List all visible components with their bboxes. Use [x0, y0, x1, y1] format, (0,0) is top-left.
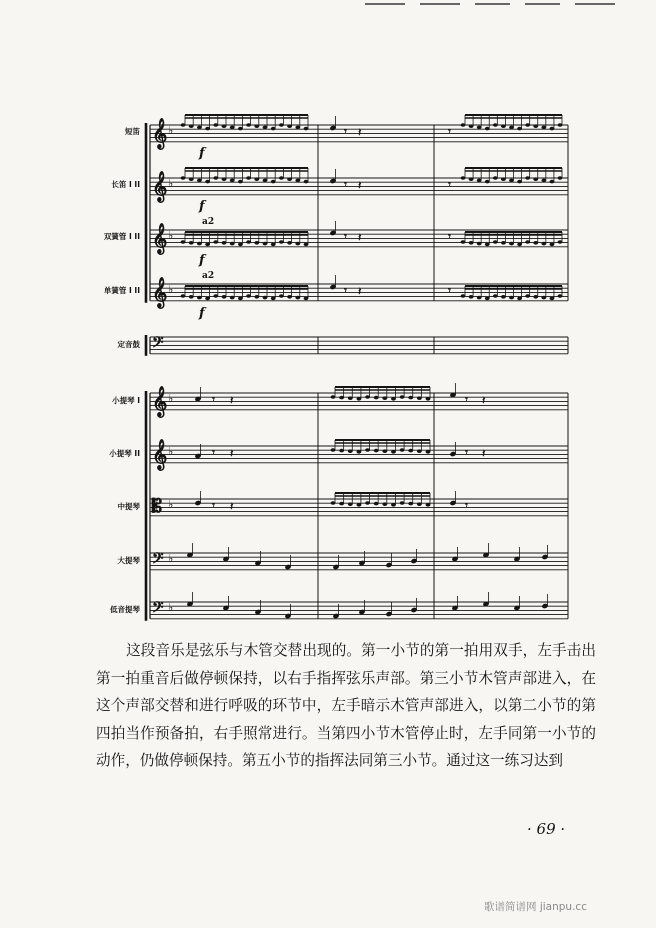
eighth-rest: 𝄾	[212, 446, 215, 459]
notehead	[222, 124, 227, 128]
notehead	[408, 502, 413, 506]
notehead	[400, 448, 405, 452]
notehead	[348, 396, 353, 400]
notehead	[197, 242, 202, 246]
notehead	[541, 296, 546, 300]
divisi-marker: I II	[126, 180, 140, 189]
notehead	[339, 502, 344, 506]
notehead	[550, 127, 555, 131]
eighth-rest: 𝄾	[344, 178, 347, 191]
notehead	[558, 240, 563, 244]
notehead	[230, 242, 235, 246]
notehead	[181, 240, 186, 244]
notehead	[558, 294, 563, 298]
notehead	[213, 294, 218, 298]
dynamic-marking: f	[199, 253, 205, 268]
notehead	[230, 126, 235, 130]
notehead	[295, 242, 300, 246]
notehead	[254, 177, 259, 181]
notehead	[181, 176, 186, 180]
notehead	[501, 241, 506, 245]
notehead	[238, 180, 243, 184]
notehead	[417, 449, 422, 453]
notehead	[246, 176, 251, 180]
notehead	[357, 450, 362, 454]
notehead	[222, 295, 227, 299]
instrument-label	[96, 449, 140, 459]
notehead	[417, 396, 422, 400]
key-signature-flat: ♭	[168, 177, 174, 190]
instrument-label	[96, 232, 140, 242]
notehead	[469, 241, 474, 245]
quarter-rest: 𝄽	[230, 394, 234, 407]
notehead	[197, 126, 202, 130]
notehead	[525, 240, 530, 244]
notehead	[517, 297, 522, 301]
notehead	[493, 294, 498, 298]
clef-symbol: 𝄞	[152, 278, 168, 308]
notehead	[189, 124, 194, 128]
divisi-marker: II	[131, 449, 140, 458]
instrument-name: 中提琴	[117, 502, 140, 511]
notehead	[181, 123, 186, 127]
instrument-label	[96, 127, 140, 137]
notehead	[254, 124, 259, 128]
notehead	[517, 243, 522, 247]
notehead	[339, 396, 344, 400]
key-signature-flat: ♭	[168, 601, 174, 614]
notehead	[541, 179, 546, 183]
notehead	[238, 243, 243, 247]
instrument-name: 双簧管	[103, 232, 127, 241]
notehead	[287, 241, 292, 245]
divisi-marker: I II	[126, 232, 140, 241]
notehead	[391, 397, 396, 401]
notehead	[541, 126, 546, 130]
notehead	[279, 240, 284, 244]
notehead	[331, 395, 336, 399]
a2-marking: a2	[202, 217, 215, 227]
dynamic-marking: f	[199, 146, 205, 161]
eighth-rest: 𝄾	[465, 499, 468, 512]
notehead	[400, 395, 405, 399]
notehead	[254, 295, 259, 299]
notehead	[254, 241, 259, 245]
clef-symbol: 𝄞	[152, 440, 168, 470]
notehead	[382, 449, 387, 453]
notehead	[189, 295, 194, 299]
notehead	[485, 297, 490, 301]
notehead	[509, 242, 514, 246]
site-watermark: 歌谱简谱网 jianpu.cc	[484, 901, 587, 913]
eighth-rest: 𝄾	[465, 446, 468, 459]
notehead	[357, 397, 362, 401]
notehead	[331, 501, 336, 505]
key-signature-flat: ♭	[168, 498, 174, 511]
instrument-label	[96, 556, 140, 566]
clef-symbol: 𝄞	[152, 387, 168, 417]
notehead	[417, 502, 422, 506]
notehead	[509, 179, 514, 183]
notehead	[331, 448, 336, 452]
notehead	[205, 127, 210, 131]
notehead	[382, 396, 387, 400]
notehead	[304, 127, 309, 131]
notehead	[493, 123, 498, 127]
notehead	[426, 397, 431, 401]
clef-symbol: 𝄡	[152, 496, 163, 517]
notehead	[189, 177, 194, 181]
notehead	[374, 396, 379, 400]
instrument-name: 小提琴	[109, 449, 132, 458]
notehead	[374, 449, 379, 453]
eighth-rest: 𝄾	[448, 178, 451, 191]
notehead	[222, 177, 227, 181]
notehead	[469, 295, 474, 299]
eighth-rest: 𝄾	[344, 230, 347, 243]
notehead	[295, 126, 300, 130]
notehead	[426, 450, 431, 454]
notehead	[493, 240, 498, 244]
notehead	[263, 242, 268, 246]
notehead	[271, 243, 276, 247]
notehead	[533, 177, 538, 181]
notehead	[263, 296, 268, 300]
key-signature-flat: ♭	[168, 283, 174, 296]
notehead	[304, 243, 309, 247]
notehead	[205, 243, 210, 247]
notehead	[357, 503, 362, 507]
instrument-label	[96, 340, 140, 350]
notehead	[469, 177, 474, 181]
notehead	[348, 449, 353, 453]
notehead	[550, 297, 555, 301]
notehead	[365, 501, 370, 505]
notehead	[477, 126, 482, 130]
notehead	[365, 448, 370, 452]
notehead	[391, 503, 396, 507]
notehead	[408, 396, 413, 400]
notehead	[461, 294, 466, 298]
notehead	[197, 296, 202, 300]
notehead	[525, 294, 530, 298]
quarter-rest: 𝄽	[482, 447, 486, 460]
clef-symbol: 𝄢	[152, 599, 164, 620]
notehead	[501, 124, 506, 128]
notehead	[533, 124, 538, 128]
page-number: · 69 ·	[527, 820, 566, 838]
clef-symbol: 𝄞	[152, 224, 168, 254]
notehead	[509, 296, 514, 300]
notehead	[509, 126, 514, 130]
clef-symbol: 𝄞	[152, 119, 168, 149]
quarter-rest: 𝄽	[358, 285, 362, 298]
notehead	[230, 296, 235, 300]
instrument-name: 单簧管	[103, 286, 127, 295]
notehead	[391, 450, 396, 454]
notehead	[461, 176, 466, 180]
notehead	[246, 240, 251, 244]
notehead	[287, 177, 292, 181]
paragraph-text: 这段音乐是弦乐与木管交替出现的。第一小节的第一拍用双手，左手击出第一拍重音后做停顿保持，以右手指挥弦乐声部。第三小节木管声部进入，在这个声部交替和进行呼吸的环节中，左手暗示木管声部进入，以第二小节的第四拍当作预备拍，右手照常进行。当第四小节木管停止时，左手同第一小节的动作，仍做停顿保持。第五小节的指挥法同第三小节。通过这一练习达到	[96, 642, 596, 769]
notehead	[287, 295, 292, 299]
eighth-rest: 𝄾	[212, 393, 215, 406]
notehead	[426, 503, 431, 507]
notehead	[304, 180, 309, 184]
notehead	[525, 176, 530, 180]
eighth-rest: 𝄾	[448, 230, 451, 243]
key-signature-flat: ♭	[168, 552, 174, 565]
eighth-rest: 𝄾	[344, 125, 347, 138]
instrument-label	[96, 605, 140, 615]
notehead	[541, 242, 546, 246]
notehead	[477, 179, 482, 183]
instrument-label	[96, 396, 140, 406]
notehead	[230, 179, 235, 183]
notehead	[400, 501, 405, 505]
key-signature-flat: ♭	[168, 124, 174, 137]
eighth-rest: 𝄾	[448, 284, 451, 297]
a2-marking: a2	[202, 271, 215, 281]
notehead	[558, 123, 563, 127]
notehead	[517, 127, 522, 131]
notehead	[374, 502, 379, 506]
quarter-rest: 𝄽	[358, 179, 362, 192]
notehead	[205, 180, 210, 184]
clef-symbol: 𝄢	[152, 550, 164, 571]
notehead	[525, 123, 530, 127]
notehead	[558, 176, 563, 180]
notehead	[348, 502, 353, 506]
notehead	[550, 180, 555, 184]
instrument-label	[96, 286, 140, 296]
notehead	[197, 179, 202, 183]
dynamic-marking: f	[199, 199, 205, 214]
divisi-marker: I II	[126, 286, 140, 295]
notehead	[485, 127, 490, 131]
notehead	[339, 449, 344, 453]
notehead	[263, 126, 268, 130]
notehead	[287, 124, 292, 128]
dynamic-marking: f	[199, 306, 205, 321]
notehead	[382, 502, 387, 506]
instrument-name: 长笛	[111, 180, 127, 189]
key-signature-flat: ♭	[168, 445, 174, 458]
notehead	[271, 127, 276, 131]
notehead	[295, 179, 300, 183]
eighth-rest: 𝄾	[212, 499, 215, 512]
notehead	[238, 127, 243, 131]
eighth-rest: 𝄾	[448, 125, 451, 138]
key-signature-flat: ♭	[168, 392, 174, 405]
notehead	[279, 294, 284, 298]
notehead	[477, 242, 482, 246]
notehead	[461, 123, 466, 127]
notehead	[279, 176, 284, 180]
notehead	[263, 179, 268, 183]
notehead	[213, 123, 218, 127]
notehead	[279, 123, 284, 127]
quarter-rest: 𝄽	[230, 500, 234, 513]
notehead	[477, 296, 482, 300]
instrument-label	[96, 502, 140, 512]
clef-symbol: 𝄢	[152, 334, 164, 355]
divisi-marker: I	[134, 396, 140, 405]
instrument-name: 大提琴	[117, 556, 140, 565]
notehead	[408, 449, 413, 453]
instrument-label	[96, 180, 140, 190]
notehead	[271, 180, 276, 184]
quarter-rest: 𝄽	[358, 126, 362, 139]
quarter-rest: 𝄽	[358, 231, 362, 244]
notehead	[501, 295, 506, 299]
notehead	[295, 296, 300, 300]
eighth-rest: 𝄾	[465, 393, 468, 406]
notehead	[485, 180, 490, 184]
notehead	[485, 243, 490, 247]
page-top-edge-marks	[0, 0, 656, 12]
notehead	[365, 395, 370, 399]
instrument-name: 低音提琴	[110, 605, 140, 614]
clef-symbol: 𝄞	[152, 172, 168, 202]
notehead	[181, 294, 186, 298]
instrument-name: 小提琴	[112, 396, 135, 405]
notehead	[189, 241, 194, 245]
notehead	[213, 176, 218, 180]
notehead	[246, 294, 251, 298]
instrument-name: 定音鼓	[117, 340, 140, 349]
notehead	[246, 123, 251, 127]
notehead	[493, 176, 498, 180]
instrument-name: 短笛	[125, 127, 140, 136]
quarter-rest: 𝄽	[230, 447, 234, 460]
explanation-paragraph	[96, 637, 596, 775]
notehead	[205, 297, 210, 301]
notehead	[461, 240, 466, 244]
eighth-rest: 𝄾	[344, 284, 347, 297]
key-signature-flat: ♭	[168, 229, 174, 242]
notehead	[550, 243, 555, 247]
notehead	[271, 297, 276, 301]
notehead	[533, 295, 538, 299]
notehead	[533, 241, 538, 245]
quarter-rest: 𝄽	[482, 394, 486, 407]
notehead	[238, 297, 243, 301]
notehead	[501, 177, 506, 181]
notehead	[469, 124, 474, 128]
notehead	[304, 297, 309, 301]
notehead	[517, 180, 522, 184]
notehead	[213, 240, 218, 244]
notehead	[222, 241, 227, 245]
